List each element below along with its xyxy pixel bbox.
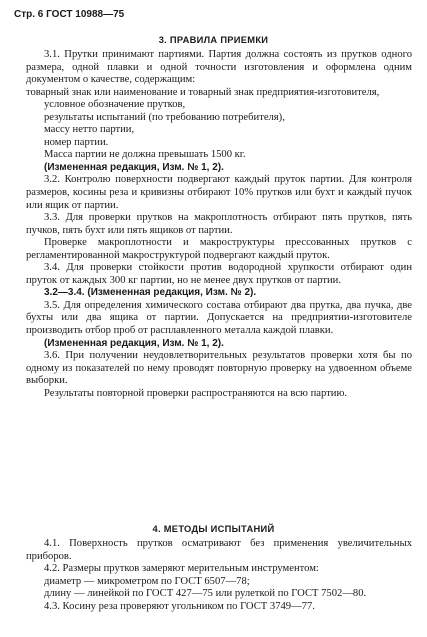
paragraph: результаты испытаний (по требованию потребителя), xyxy=(44,111,285,123)
section-acceptance-body xyxy=(26,49,412,400)
paragraph: 3.4. Для проверки стойкости против водородной хрупкости отбирают один пруток от каждых 300 кг партии, но не менее двух прутков от партии. xyxy=(26,262,412,286)
amendment-note: (Измененная редакция, Изм. № 1, 2). xyxy=(44,161,224,173)
paragraph: 3.1. Прутки принимают партиями. Партия должна состоять из прутков одного размера, одной плавки и одной точности изготовления и оформлена одним документом о качестве, содержащим: xyxy=(26,49,412,86)
paragraph: 3.3. Для проверки прутков на макроплотность отбирают пять прутков, пять пучков, пять бухт или пять ящиков от партии. xyxy=(26,212,412,236)
paragraph: 4.2. Размеры прутков замеряют мерительным инструментом: xyxy=(44,563,319,575)
section-title-acceptance: 3. ПРАВИЛА ПРИЕМКИ xyxy=(158,35,269,45)
paragraph: товарный знак или наименование и товарный знак предприятия-изготовителя, xyxy=(26,86,380,98)
paragraph: Проверке макроплотности и макроструктуры прессованных прутков с регламентированной макроструктурой подвергают каждый пруток. xyxy=(26,237,412,261)
amendment-note: (Измененная редакция, Изм. № 1, 2). xyxy=(44,337,224,349)
paragraph: 4.1. Поверхность прутков осматривают без применения увеличительных приборов. xyxy=(26,538,412,562)
amendment-note: 3.2—3.4. (Измененная редакция, Изм. № 2). xyxy=(44,287,257,299)
paragraph: массу нетто партии, xyxy=(44,124,135,136)
section-test-methods-body xyxy=(26,538,412,613)
paragraph: Масса партии не должна превышать 1500 кг. xyxy=(44,149,246,161)
paragraph: 3.2. Контролю поверхности подвергают каждый пруток партии. Для контроля размеров, косины реза и кривизны отбирают 10% прутков или бухт и каждый пучок или ящик от партии. xyxy=(26,174,412,211)
paragraph: номер партии. xyxy=(44,136,109,148)
paragraph: 4.3. Косину реза проверяют угольником по ГОСТ 3749—77. xyxy=(44,600,315,612)
paragraph: 3.6. При получении неудовлетворительных результатов проверки хотя бы по одному из показателей по нему проводят повторную проверку на удвоенном объеме выборки. xyxy=(26,350,412,387)
paragraph: 3.5. Для определения химического состава отбирают два прутка, два пучка, две бухты или два ящика от партии. Допускается на предприятии-изготовителе производить отбор проб от расплавленного металла каждой плавки. xyxy=(26,299,412,337)
page-header: Стр. 6 ГОСТ 10988—75 xyxy=(14,9,125,20)
section-title-test-methods: 4. МЕТОДЫ ИСПЫТАНИЙ xyxy=(152,524,275,534)
paragraph: диаметр — микрометром по ГОСТ 6507—78; xyxy=(44,575,250,587)
paragraph: условное обозначение прутков, xyxy=(44,99,186,111)
paragraph: длину — линейкой по ГОСТ 427—75 или рулеткой по ГОСТ 7502—80. xyxy=(44,588,367,600)
paragraph: Результаты повторной проверки распространяются на всю партию. xyxy=(44,387,348,399)
